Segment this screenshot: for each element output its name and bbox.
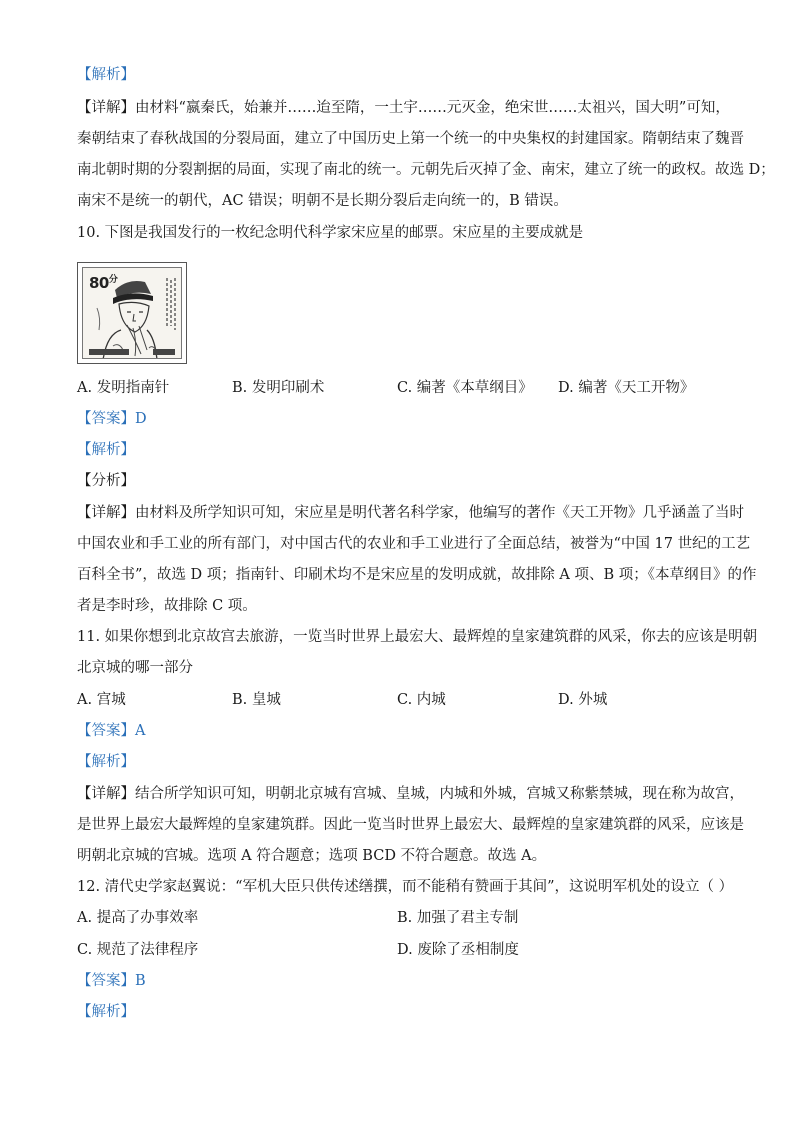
q10-question: 10. 下图是我国发行的一枚纪念明代科学家宋应星的邮票。宋应星的主要成就是 xyxy=(77,225,584,241)
q12-answer: 【答案】B xyxy=(77,973,146,989)
q10-analysis-tag: 【解析】 xyxy=(77,442,135,458)
q10-option-b: B. 发明印刷术 xyxy=(232,380,325,396)
q11-answer: 【答案】A xyxy=(77,723,146,739)
q10-answer: 【答案】D xyxy=(77,411,147,427)
q9-detail-line-4: 南宋不是统一的朝代，AC 错误；明朝不是长期分裂后走向统一的，B 错误。 xyxy=(77,193,568,209)
q11-analysis-tag: 【解析】 xyxy=(77,754,135,770)
stamp-denomination: $80^分$ xyxy=(89,274,118,292)
q10-option-a: A. 发明指南针 xyxy=(77,380,170,396)
q9-detail-line-2: 秦朝结束了春秋战国的分裂局面，建立了中国历史上第一个统一的中央集权的封建国家。隋朝结束了魏晋 xyxy=(77,131,744,147)
q9-analysis-tag: 【解析】 xyxy=(77,67,135,83)
q11-detail-line-3: 明朝北京城的宫城。选项 A 符合题意；选项 BCD 不符合题意。故选 A。 xyxy=(77,848,547,864)
q10-option-d: D. 编著《天工开物》 xyxy=(558,380,695,396)
q11-option-d: D. 外城 xyxy=(558,692,608,708)
q10-detail-line-4: 者是李时珍，故排除 C 项。 xyxy=(77,598,257,614)
q11-option-a: A. 宫城 xyxy=(77,692,126,708)
q12-question: 12. 清代史学家赵翼说：“军机大臣只供传述缮撰，而不能稍有赞画于其间”，这说明军机处的设立（ ） xyxy=(77,879,734,895)
q12-option-a: A. 提高了办事效率 xyxy=(77,910,199,926)
q12-option-d: D. 废除了丞相制度 xyxy=(397,942,519,958)
q11-detail-line-1: 【详解】结合所学知识可知，明朝北京城有宫城、皇城，内城和外城，宫城又称紫禁城，现在称为故宫， xyxy=(77,786,744,802)
q12-option-c: C. 规范了法律程序 xyxy=(77,942,199,958)
q11-option-c: C. 内城 xyxy=(397,692,446,708)
q9-detail-line-3: 南北朝时期的分裂割据的局面，实现了南北的统一。元朝先后灭掉了金、南宋，建立了统一的政权。故选 D； xyxy=(77,162,775,178)
q10-detail-line-2: 中国农业和手工业的所有部门，对中国古代的农业和手工业进行了全面总结，被誉为“中国 17 世纪的工艺 xyxy=(77,536,751,552)
q10-detail-line-3: 百科全书”，故选 D 项；指南针、印刷术均不是宋应星的发明成就，故排除 A 项、B 项；《本草纲目》的作 xyxy=(77,567,757,583)
q11-question-line-2: 北京城的哪一部分 xyxy=(77,660,193,676)
q10-fenxi-tag: 【分析】 xyxy=(77,473,135,489)
q12-option-b: B. 加强了君主专制 xyxy=(397,910,519,926)
stamp-country-text-block xyxy=(89,349,129,355)
q12-analysis-tag: 【解析】 xyxy=(77,1004,135,1020)
q10-option-c: C. 编著《本草纲目》 xyxy=(397,380,533,396)
q10-detail-line-1: 【详解】由材料及所学知识可知，宋应星是明代著名科学家，他编写的著作《天工开物》几乎涵盖了当时 xyxy=(77,505,744,521)
song-yingxing-stamp-image xyxy=(77,262,187,364)
q9-detail-line-1: 【详解】由材料“嬴秦氏，始兼并……迨至隋，一土宇……元灭金，绝宋世……太祖兴，国大明”可知， xyxy=(77,100,730,116)
q11-detail-line-2: 是世界上最宏大最辉煌的皇家建筑群。因此一览当时世界上最宏大、最辉煌的皇家建筑群的风采，应该是 xyxy=(77,817,744,833)
q11-question-line-1: 11. 如果你想到北京故宫去旅游，一览当时世界上最宏大、最辉煌的皇家建筑群的风采，你去的应该是明朝 xyxy=(77,629,758,645)
q11-option-b: B. 皇城 xyxy=(232,692,281,708)
stamp-footer-mark xyxy=(153,349,175,355)
